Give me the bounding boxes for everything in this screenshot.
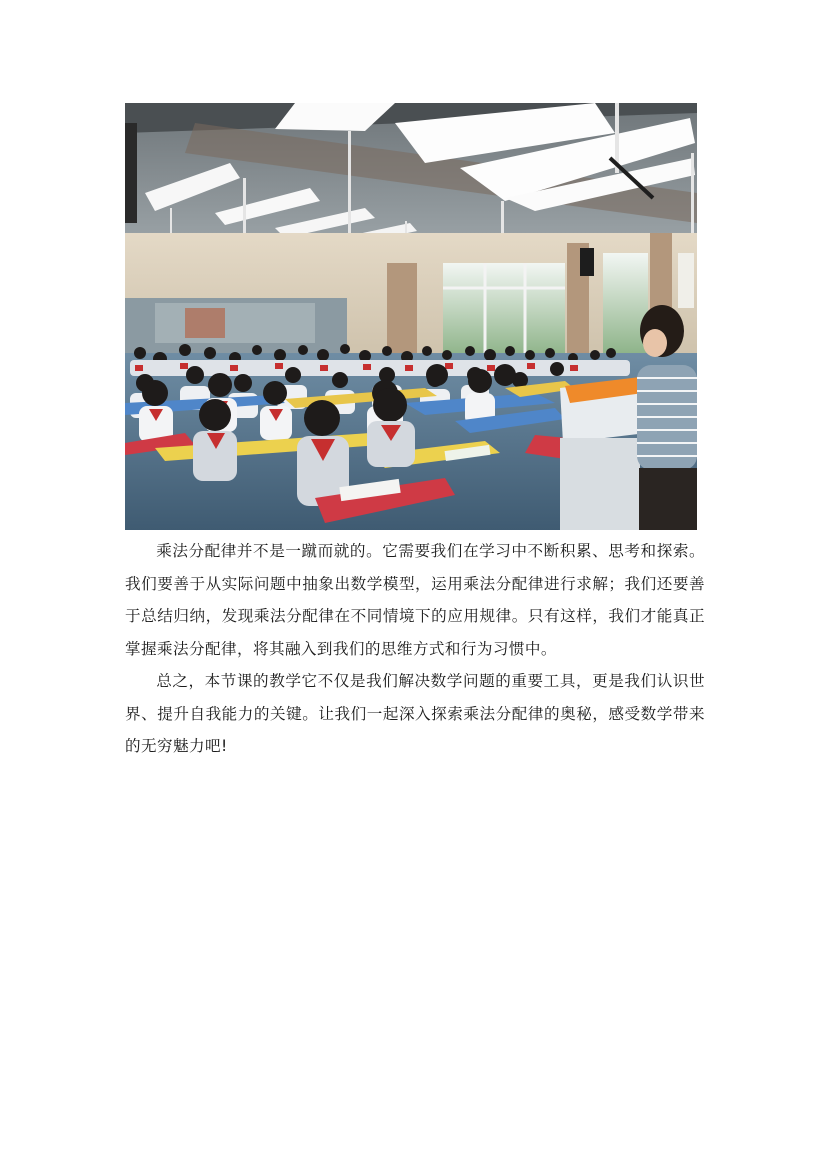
paragraph-2: 总之，本节课的教学它不仅是我们解决数学问题的重要工具，更是我们认识世界、提升自我能力的关键。让我们一起深入探索乘法分配律的奥秘，感受数学带来的无穷魅力吧! (125, 672, 705, 755)
paragraph-1: 乘法分配律并不是一蹴而就的。它需要我们在学习中不断积累、思考和探索。我们要善于从实际问题中抽象出数学模型，运用乘法分配律进行求解；我们还要善于总结归纳，发现乘法分配律在不同情境下的应用规律。只有这样，我们才能真正掌握乘法分配律，将其融入到我们的思维方式和行为习惯中。 (125, 542, 705, 658)
classroom-photo (125, 103, 697, 530)
body-text (125, 535, 705, 763)
